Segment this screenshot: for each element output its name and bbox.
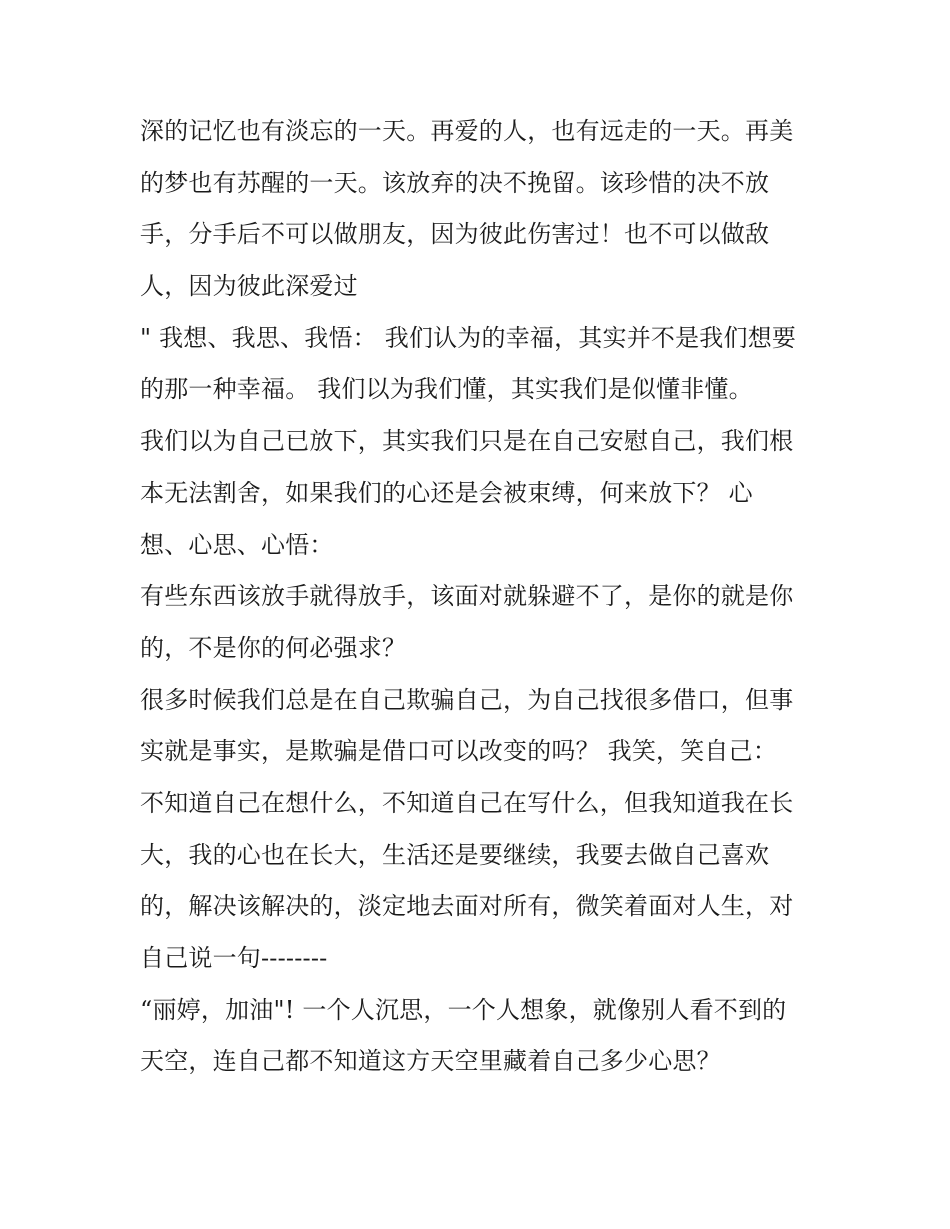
text-line: 想、心思、心悟： [140,530,334,559]
text-line: " 我想、我思、我悟： 我们认为的幸福，其实并不是我们想要 [140,323,797,352]
text-line: 有些东西该放手就得放手，该面对就躲避不了，是你的就是你 [140,582,794,611]
text-line: 的，解决该解决的，淡定地去面对所有，微笑着面对人生，对 [140,892,794,921]
text-line: 的梦也有苏醒的一天。该放弃的决不挽留。该珍惜的决不放 [140,168,770,197]
text-line: 深的记忆也有淡忘的一天。再爱的人，也有远走的一天。再美 [140,117,794,145]
text-line: 的，不是你的何必强求？ [140,633,407,662]
text-line: 的那一种幸福。 我们以为我们懂，其实我们是似懂非懂。 [140,375,753,404]
text-line: 手，分手后不可以做朋友，因为彼此伤害过！也不可以做敌 [140,220,770,249]
text-line: 大，我的心也在长大，生活还是要继续，我要去做自己喜欢 [140,840,770,869]
text-line: 我们以为自己已放下，其实我们只是在自己安慰自己，我们根 [140,427,794,456]
body-text [140,106,830,1088]
text-line: 自己说一句-------- [140,944,328,972]
text-line: 实就是事实，是欺骗是借口可以改变的吗？ 我笑，笑自己： [140,737,778,766]
text-line: 不知道自己在想什么，不知道自己在写什么，但我知道我在长 [140,788,794,817]
text-line: 人，因为彼此深爱过 [140,272,358,301]
text-line: 本无法割舍，如果我们的心还是会被束缚，何来放下？ 心 [140,478,753,507]
text-line: 很多时候我们总是在自己欺骗自己，为自己找很多借口，但事 [140,685,794,714]
text-line: 天空，连自己都不知道这方天空里藏着自己多少心思？ [140,1047,721,1076]
text-line: “丽婷，加油"! 一个人沉思，一个人想象，就像别人看不到的 [140,995,787,1024]
